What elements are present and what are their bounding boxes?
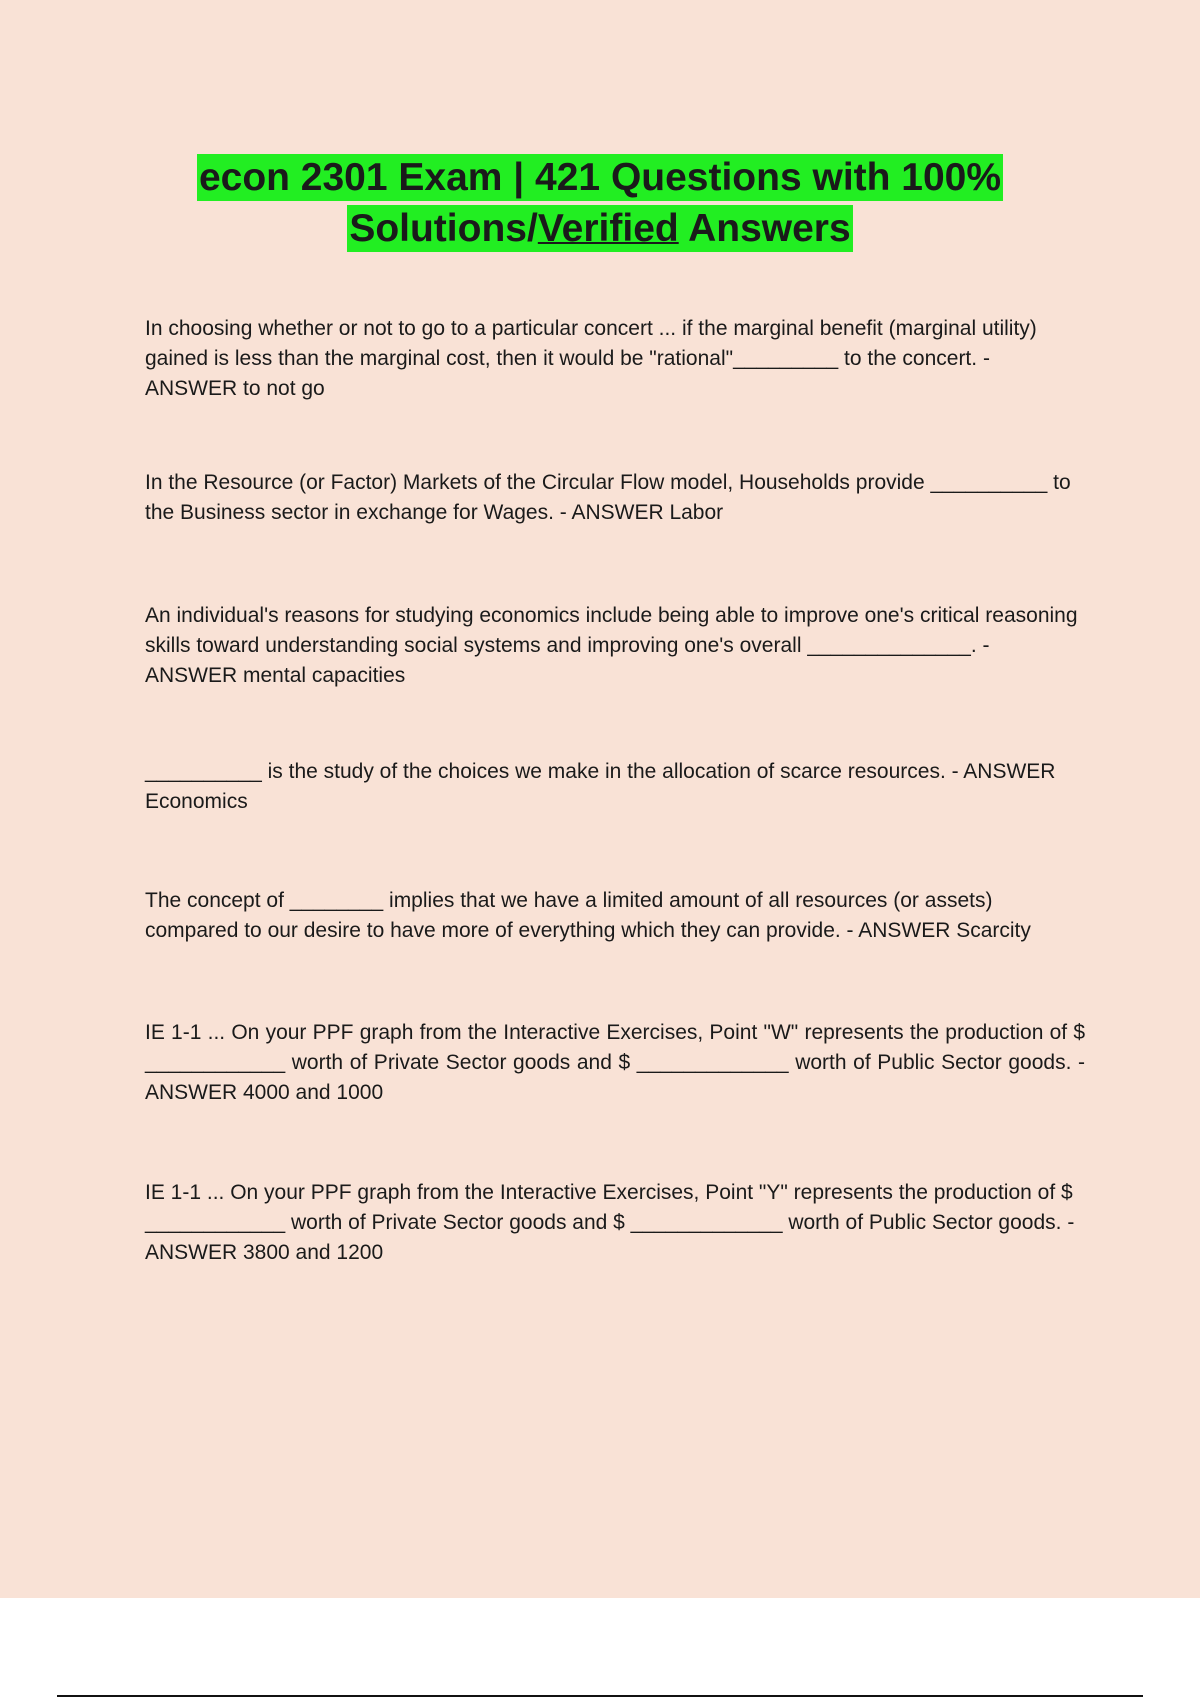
qa-item-7: IE 1-1 ... On your PPF graph from the Interactive Exercises, Point "Y" represents the production of $ ____________ worth of Private Sector goods and $ _____________ worth of Public Sector goods. - ANSWER 3800 and 1200 <box>145 1181 1075 1264</box>
qa-item-1: In choosing whether or not to go to a particular concert ... if the marginal benefit (marginal utility) gained is less than the marginal cost, then it would be "rational"_________ to the concert. - ANSWER to not go <box>145 317 1037 400</box>
qa-item-3: An individual's reasons for studying economics include being able to improve one's critical reasoning skills toward understanding social systems and improving one's overall ______________. - ANSWER mental capacities <box>145 604 1078 687</box>
footer-divider <box>57 1695 1143 1697</box>
qa-item-5: The concept of ________ implies that we have a limited amount of all resources (or assets) compared to our desire to have more of everything which they can provide. - ANSWER Scarcity <box>145 889 1031 942</box>
title-line-2 <box>347 205 852 252</box>
title-line-2-part-a: Solutions/ <box>349 207 538 250</box>
title-line-1: econ 2301 Exam | 421 Questions with 100% <box>198 156 1002 199</box>
qa-item-4: __________ is the study of the choices we make in the allocation of scarce resources. - ANSWER Economics <box>145 760 1056 813</box>
qa-item-2: In the Resource (or Factor) Markets of the Circular Flow model, Households provide __________ to the Business sector in exchange for Wages. - ANSWER Labor <box>145 471 1071 524</box>
title-line-2-verified: Verified <box>537 207 679 250</box>
qa-item-6: IE 1-1 ... On your PPF graph from the Interactive Exercises, Point "W" represents the production of $ ____________ worth of Private Sector goods and $ _____________ worth of Public Sector goods. - ANSWER 4000 and 1000 <box>145 1021 1085 1104</box>
title-line-2-part-c: Answers <box>678 207 851 250</box>
document-title <box>0 152 1200 254</box>
